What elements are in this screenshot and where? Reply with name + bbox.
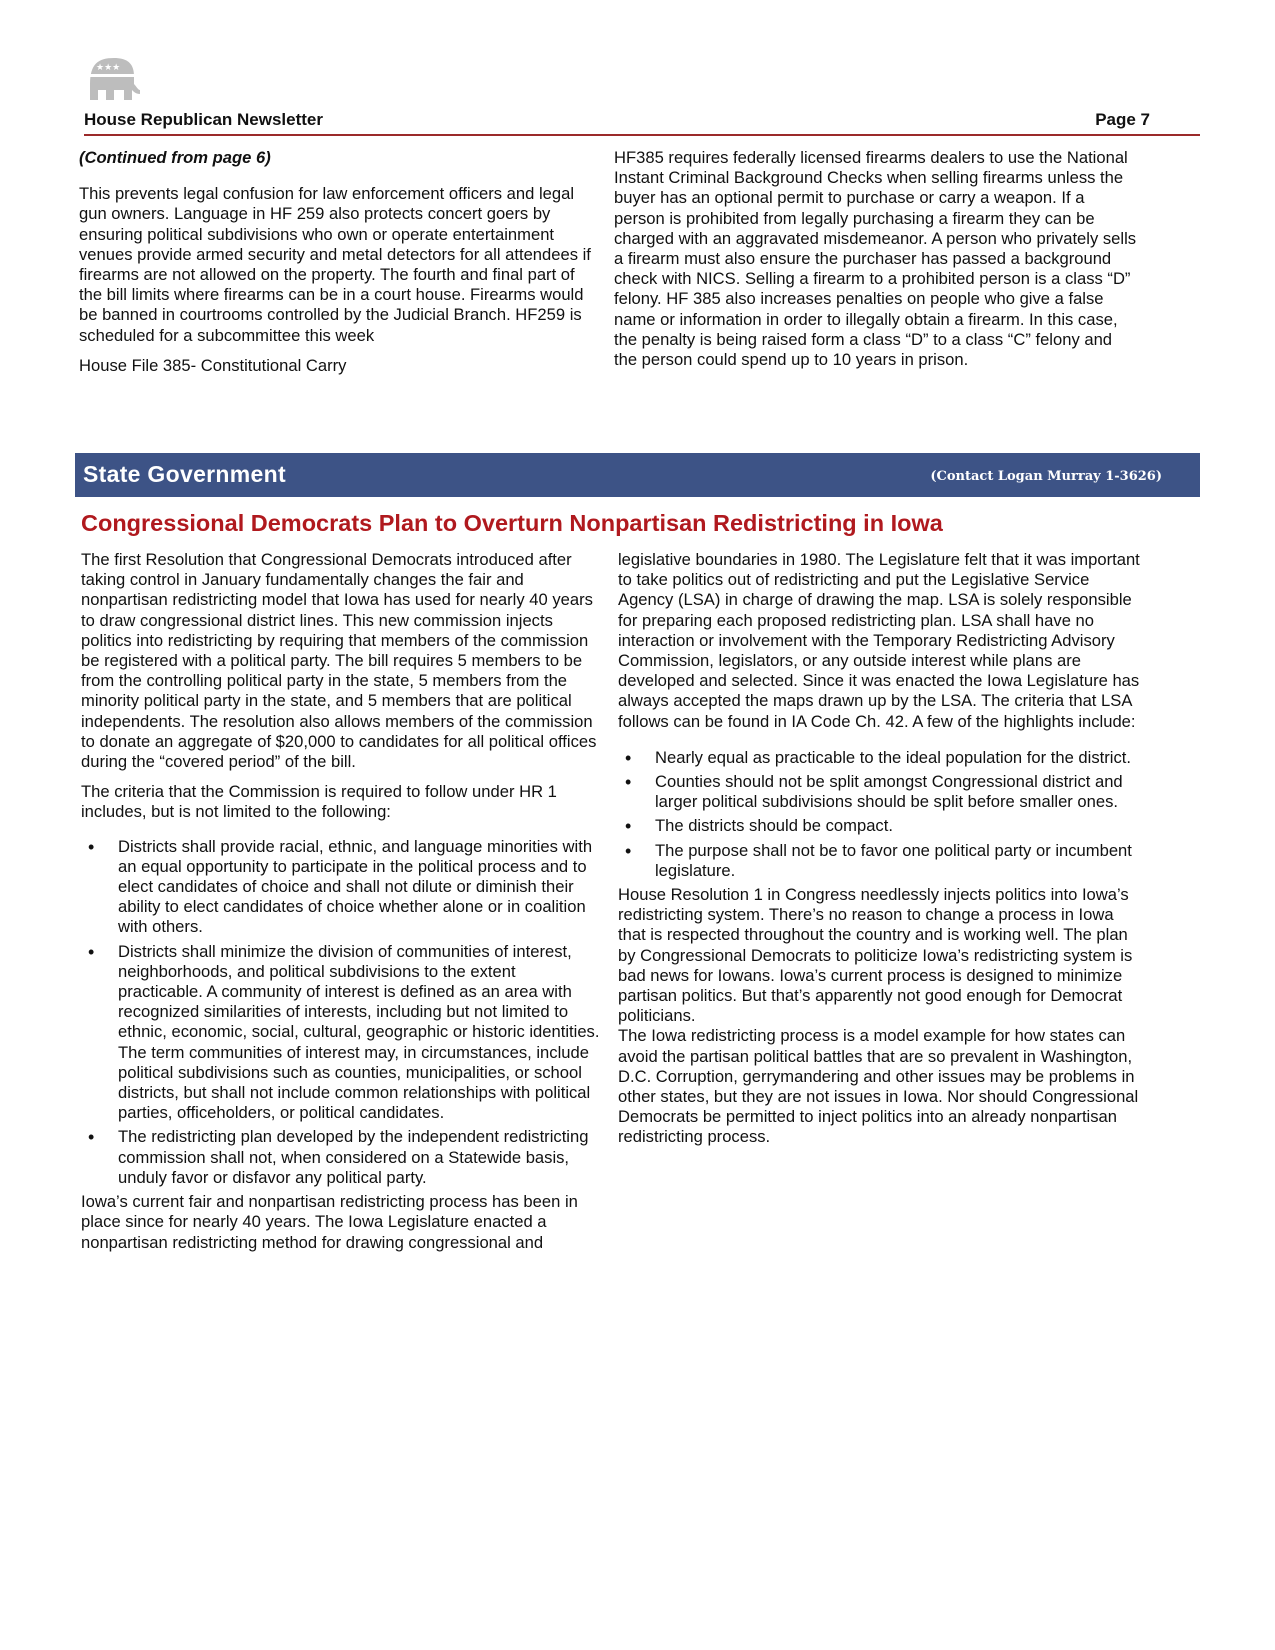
paragraph: The first Resolution that Congressional Democrats introduced after taking control in January fundamentally changes the fair and nonpartisan redistricting model that Iowa has used for nearly 40 years to draw congressional district lines. This new commission injects politics into redistricting by requiring that members of the commission be registered with a political party. The bill requires 5 members to be from the controlling political party in the state, 5 members from the minority political party in the state, and 5 members that are political independents. The resolution also allows members of the commission to donate an aggregate of $20,000 to candidates for all political offices during the “covered period” of the bill. bbox=[81, 550, 597, 772]
paragraph: Iowa’s current fair and nonpartisan redistricting process has been in place since for nearly 40 years. The Iowa Legislature enacted a nonpartisan redistricting method for drawing congressional and bbox=[81, 1192, 578, 1252]
section-title: State Government bbox=[83, 461, 286, 487]
article-right-column bbox=[618, 550, 1140, 1158]
continued-left-column bbox=[79, 148, 599, 386]
page-header bbox=[84, 110, 1200, 136]
list-item: • The districts should be compact. bbox=[618, 816, 1140, 836]
paragraph: The criteria that the Commission is required to follow under HR 1 includes, but is not limited to the following: bbox=[81, 782, 557, 822]
newsletter-title: House Republican Newsletter bbox=[84, 110, 324, 129]
paragraph: legislative boundaries in 1980. The Legislature felt that it was important to take politics out of redistricting and put the Legislative Service Agency (LSA) in charge of drawing the map. LSA is solely responsible for preparing each proposed redistricting plan. LSA shall have no interaction or involvement with the Temporary Redistricting Advisory Commission, legislators, or any outside interest while plans are developed and selected. Since it was enacted the Iowa Legislature has always accepted the maps drawn up by the LSA. The criteria that LSA follows can be found in IA Code Ch. 42. A few of the highlights include: bbox=[618, 550, 1140, 731]
list-item: • Districts shall minimize the division of communities of interest, neighborhoods, and political subdivisions to the extent practicable. A community of interest is defined as an area with recognized similarities of interests, including but not limited to ethnic, economic, social, cultural, geographic or historic identities. The term communities of interest may, in circumstances, include political subdivisions such as counties, municipalities, or school districts, but shall not include common relationships with political parties, officeholders, or political candidates. bbox=[81, 942, 603, 1124]
paragraph: House File 385- Constitutional Carry bbox=[79, 355, 347, 375]
criteria-list bbox=[81, 837, 603, 1188]
paragraph: This prevents legal confusion for law enforcement officers and legal gun owners. Language in HF 259 also protects concert goers by ensuring political subdivisions who own or operate entertainment venues provide armed security and metal detectors for all attendees if firearms are not allowed on the property. The fourth and final part of the bill limits where firearms can be in a court house. Firearms would be banned in courtrooms controlled by the Judicial Branch. HF259 is scheduled for a subcommittee this week bbox=[79, 184, 591, 345]
paragraph: HF385 requires federally licensed firearms dealers to use the National Instant Criminal Background Checks when selling firearms unless the buyer has an optional permit to purchase or carry a weapon. If a person is prohibited from legally purchasing a firearm they can be charged with an aggravated misdemeanor. A person who privately sells a firearm must also ensure the purchaser has passed a background check with NICS. Selling a firearm to a prohibited person is a class “D” felony. HF 385 also increases penalties on people who give a false name or information in order to illegally obtain a firearm. In this case, the penalty is being raised form a class “D” to a class “C” felony and the person could spend up to 10 years in prison. bbox=[614, 148, 1137, 370]
article-headline: Congressional Democrats Plan to Overturn Nonpartisan Redistricting in Iowa bbox=[81, 510, 943, 536]
highlights-list bbox=[618, 748, 1140, 881]
paragraph: The Iowa redistricting process is a model example for how states can avoid the partisan political battles that are so prevalent in Washington, D.C. Corruption, gerrymandering and other issues may be problems in other states, but they are not issues in Iowa. Nor should Congressional Democrats be permitted to inject politics into an already nonpartisan redistricting process. bbox=[618, 1026, 1139, 1147]
page-number: Page 7 bbox=[1095, 110, 1150, 129]
continued-right-column bbox=[614, 148, 1138, 380]
list-item: • The redistricting plan developed by the independent redistricting commission shall not, when considered on a Statewide basis, unduly favor or disfavor any political party. bbox=[81, 1127, 603, 1188]
continued-note: (Continued from page 6) bbox=[79, 148, 271, 167]
list-item: • Nearly equal as practicable to the ideal population for the district. bbox=[618, 748, 1140, 768]
svg-text:★★★: ★★★ bbox=[96, 63, 121, 73]
section-contact: (Contact Logan Murray 1-3626) bbox=[930, 469, 1162, 484]
list-item: • Counties should not be split amongst Congressional district and larger political subdivisions should be split before smaller ones. bbox=[618, 772, 1140, 812]
article-left-column bbox=[81, 550, 603, 1263]
list-item: • The purpose shall not be to favor one political party or incumbent legislature. bbox=[618, 841, 1140, 881]
list-item: • Districts shall provide racial, ethnic, and language minorities with an equal opportunity to participate in the political process and to elect candidates of choice and shall not dilute or diminish their ability to elect candidates of choice whether alone or in coalition with others. bbox=[81, 837, 603, 938]
elephant-logo-icon bbox=[84, 54, 142, 104]
paragraph: House Resolution 1 in Congress needlessly injects politics into Iowa’s redistricting system. There’s no reason to change a process in Iowa that is respected throughout the country and is working well. The plan by Congressional Democrats to politicize Iowa’s redistricting system is bad news for Iowans. Iowa’s current process is designed to minimize partisan politics. But that’s apparently not good enough for Democrat politicians. bbox=[618, 885, 1133, 1026]
section-banner bbox=[75, 453, 1200, 497]
